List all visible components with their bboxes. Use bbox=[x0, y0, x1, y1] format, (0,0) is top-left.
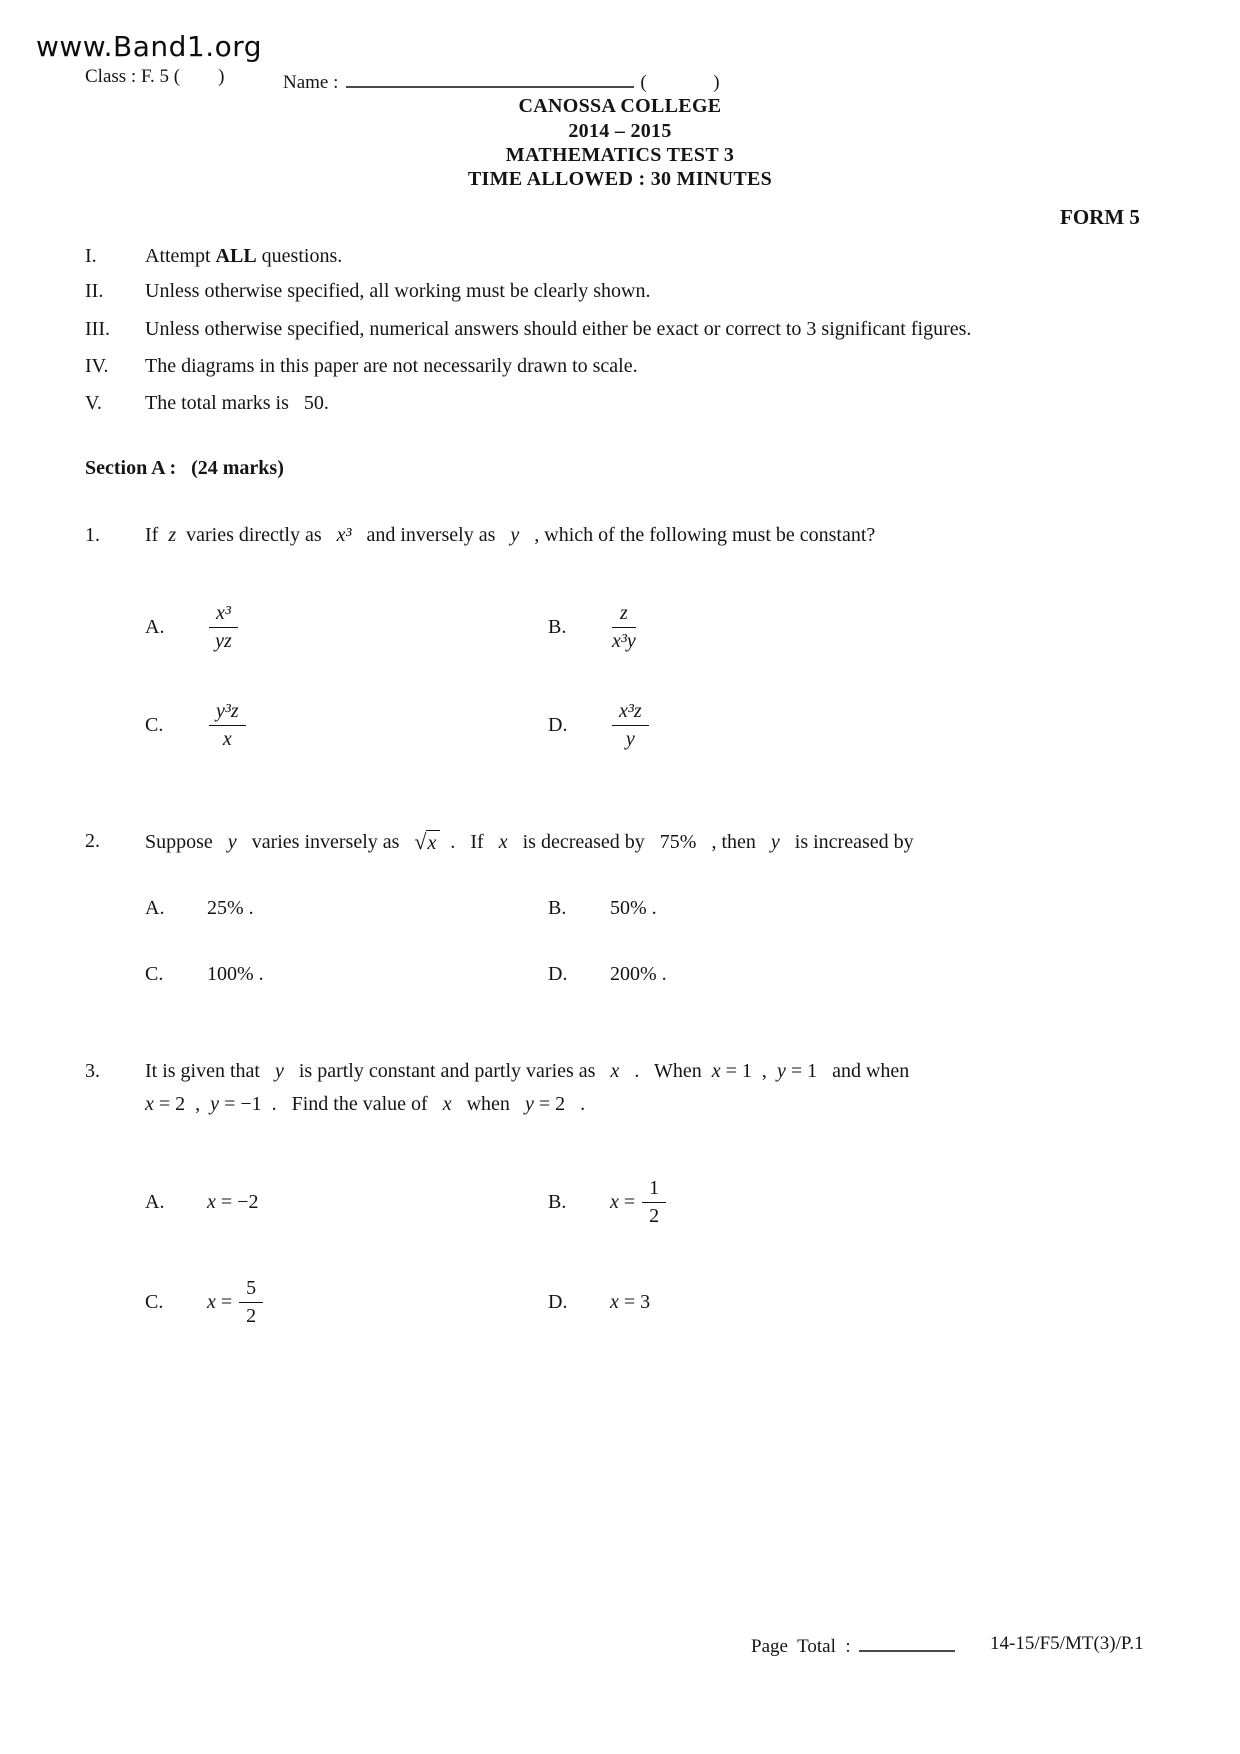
instruction-text: Unless otherwise specified, all working must be clearly shown. bbox=[145, 280, 651, 302]
option-label: B. bbox=[548, 615, 567, 638]
instruction-numeral: I. bbox=[85, 245, 97, 267]
instruction-text: The diagrams in this paper are not necessarily drawn to scale. bbox=[145, 355, 638, 377]
name-paren: ( ) bbox=[640, 72, 720, 93]
question-3-stem-line2: x = 2 , y = −1 . Find the value of x when y = 2 . bbox=[145, 1093, 586, 1115]
question-1-number: 1. bbox=[85, 524, 100, 546]
option-label: D. bbox=[548, 713, 568, 736]
instruction-text: The total marks is 50. bbox=[145, 392, 329, 414]
option-body: $\frac{\text{x³}}{yz}$ bbox=[207, 601, 240, 654]
question-3-stem-line1: It is given that y is partly constant and partly varies as x . When x = 1 , y = 1 and when bbox=[145, 1060, 910, 1082]
page-total-label: Page Total : bbox=[751, 1636, 851, 1657]
option-body: x = −2 bbox=[207, 1190, 259, 1213]
question-2-option-b bbox=[548, 890, 657, 926]
option-body: 25% . bbox=[207, 896, 254, 919]
question-3-option-d bbox=[548, 1264, 650, 1340]
option-label: C. bbox=[145, 713, 164, 736]
option-label: C. bbox=[145, 1290, 164, 1313]
instruction-item-4 bbox=[85, 353, 1155, 379]
option-label: A. bbox=[145, 1190, 165, 1213]
time-allowed: TIME ALLOWED : 30 MINUTES bbox=[467, 168, 773, 190]
option-label: D. bbox=[548, 962, 568, 985]
option-label: C. bbox=[145, 962, 164, 985]
option-body: 200% . bbox=[610, 962, 667, 985]
question-1-option-c bbox=[145, 689, 248, 761]
instruction-numeral: V. bbox=[85, 392, 102, 414]
option-body: x = $\frac{1}{2}$ bbox=[610, 1176, 668, 1229]
option-label: B. bbox=[548, 896, 567, 919]
option-body: 100% . bbox=[207, 962, 264, 985]
question-2-option-a bbox=[145, 890, 254, 926]
option-label: D. bbox=[548, 1290, 568, 1313]
question-2-option-c bbox=[145, 956, 264, 992]
option-label: B. bbox=[548, 1190, 567, 1213]
name-label: Name : bbox=[283, 72, 339, 93]
question-3-option-a bbox=[145, 1164, 258, 1240]
page-total-blank-line bbox=[859, 1633, 955, 1652]
instruction-numeral: II. bbox=[85, 280, 104, 302]
instruction-numeral: IV. bbox=[85, 355, 109, 377]
instruction-item-1 bbox=[85, 243, 1155, 269]
question-2-option-d bbox=[548, 956, 667, 992]
option-label: A. bbox=[145, 615, 165, 638]
option-label: A. bbox=[145, 896, 165, 919]
question-1-option-b bbox=[548, 591, 638, 663]
class-label: Class : F. 5 ( ) bbox=[85, 66, 225, 87]
question-1-stem: If z varies directly as x³ and inversely as y , which of the following must be constant? bbox=[145, 524, 876, 546]
exam-year: 2014 – 2015 bbox=[568, 120, 672, 142]
page-total-line bbox=[751, 1633, 955, 1658]
question-1-option-a bbox=[145, 591, 240, 663]
question-2-number: 2. bbox=[85, 830, 100, 852]
question-3-number: 3. bbox=[85, 1060, 100, 1082]
option-body: $\frac{z}{\text{x³y}}$ bbox=[612, 601, 636, 652]
question-3-option-b bbox=[548, 1164, 668, 1240]
watermark-logo: www.Band1.org bbox=[36, 30, 263, 63]
instruction-item-5 bbox=[85, 390, 1155, 416]
instruction-numeral: III. bbox=[85, 318, 110, 340]
name-blank-line bbox=[346, 66, 634, 88]
option-body: $\frac{\text{y³z}}{x}$ bbox=[207, 699, 248, 752]
instruction-text: Attempt ALL questions. bbox=[145, 245, 343, 267]
option-body: x = $\frac{5}{2}$ bbox=[207, 1276, 265, 1329]
form-label: FORM 5 bbox=[1060, 205, 1140, 229]
question-1-option-d bbox=[548, 689, 651, 761]
test-title: MATHEMATICS TEST 3 bbox=[505, 144, 735, 166]
school-name: CANOSSA COLLEGE bbox=[518, 95, 722, 117]
instruction-text: Unless otherwise specified, numerical answers should either be exact or correct to 3 significant figures. bbox=[145, 318, 972, 340]
section-a-heading: Section A : (24 marks) bbox=[85, 457, 284, 479]
question-3-option-c bbox=[145, 1264, 265, 1340]
instruction-item-3 bbox=[85, 316, 1155, 342]
instruction-item-2 bbox=[85, 278, 1155, 304]
option-body: $\frac{\text{x³z}}{y}$ bbox=[610, 699, 651, 752]
option-body: 50% . bbox=[610, 896, 657, 919]
option-body: x = 3 bbox=[610, 1290, 651, 1313]
question-2-stem: Suppose y varies inversely as √ x . If x is decreased by 75% , then y is increased by bbox=[145, 829, 914, 854]
name-line bbox=[283, 66, 720, 94]
document-code: 14-15/F5/MT(3)/P.1 bbox=[990, 1633, 1144, 1654]
